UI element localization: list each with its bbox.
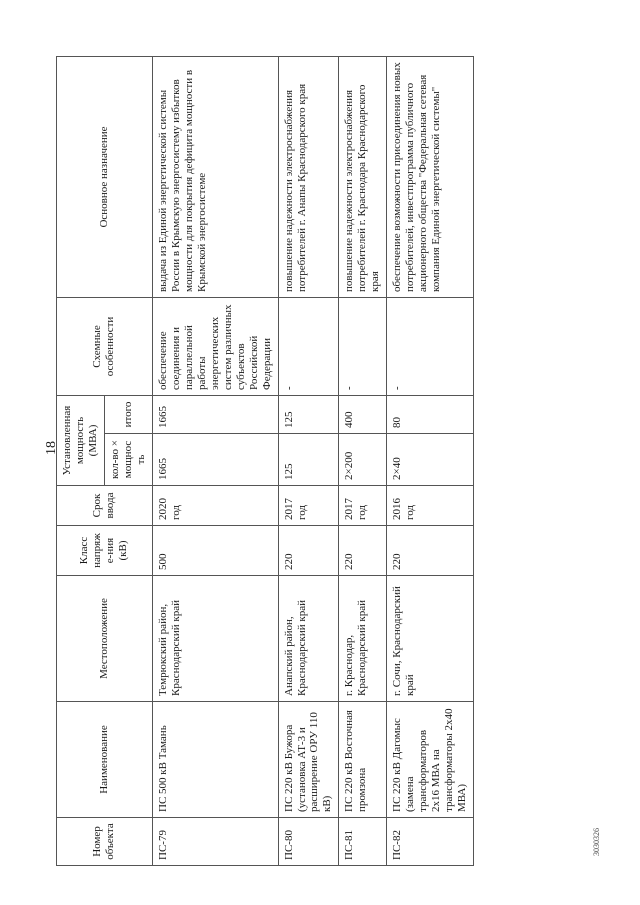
cell-total: 125 [278,395,339,433]
cell-features: обеспечение соединения и параллельной работы энергетических систем различных субъектов Российской Федерации [152,297,278,395]
document-table-container [56,56,566,866]
cell-location: Анапский район, Краснодарский край [278,576,339,702]
table-row [387,57,474,866]
cell-voltage: 500 [152,526,278,576]
substation-table [56,56,474,866]
header-number: Номер объекта [57,818,153,866]
cell-term: 2017 год [278,486,339,526]
cell-total: 80 [387,395,474,433]
cell-name: ПС 220 кВ Дагомыс (замена трансформаторов 2х16 МВА на трансформаторы 2х40 МВА) [387,702,474,818]
cell-number: ПС-81 [339,818,387,866]
cell-qty: 125 [278,434,339,486]
header-name: Наименование [57,702,153,818]
cell-term: 2016 год [387,486,474,526]
cell-qty: 2×200 [339,434,387,486]
cell-term: 2020 год [152,486,278,526]
header-capacity-qty: кол-во × мощность [104,434,152,486]
cell-total: 400 [339,395,387,433]
cell-voltage: 220 [339,526,387,576]
cell-purpose: повышение надежности электроснабжения потребителей г. Анапы Краснодарского края [278,57,339,298]
header-purpose: Основное назначение [57,57,153,298]
cell-purpose: обеспечение возможности присоединения новых потребителей, инвестпрограмма публичного акционерного общества "Федеральная сетевая компания Единой энергетической системы" [387,57,474,298]
cell-features: - [339,297,387,395]
cell-features: - [278,297,339,395]
cell-number: ПС-80 [278,818,339,866]
cell-name: ПС 220 кВ Восточная промзона [339,702,387,818]
cell-qty: 1665 [152,434,278,486]
cell-location: г. Краснодар, Краснодарский край [339,576,387,702]
table-row [278,57,339,866]
document-code: 3030326 [592,828,601,856]
table-row [339,57,387,866]
header-features: Схемные особенности [57,297,153,395]
cell-term: 2017 год [339,486,387,526]
cell-number: ПС-79 [152,818,278,866]
header-voltage-class: Класс напряже-ния (кВ) [57,526,153,576]
cell-voltage: 220 [278,526,339,576]
cell-name: ПС 500 кВ Тамань [152,702,278,818]
page-number: 18 [44,441,59,455]
header-capacity-total: итого [104,395,152,433]
cell-location: Темрюкский район, Краснодарский край [152,576,278,702]
header-term: Срок ввода [57,486,153,526]
cell-purpose: выдача из Единой энергетической системы России в Крымскую энергосистему избытков мощности для покрытия дефицита мощности в Крымской энергосистеме [152,57,278,298]
table-row [152,57,278,866]
cell-qty: 2×40 [387,434,474,486]
cell-purpose: повышение надежности электроснабжения потребителей г. Краснодара Краснодарского края [339,57,387,298]
cell-voltage: 220 [387,526,474,576]
header-capacity-group: Установленная мощность (МВА) [57,395,105,485]
cell-features: - [387,297,474,395]
cell-number: ПС-82 [387,818,474,866]
cell-total: 1665 [152,395,278,433]
cell-name: ПС 220 кВ Бужора (установка АТ-3 и расширение ОРУ 110 кВ) [278,702,339,818]
cell-location: г. Сочи, Краснодарский край [387,576,474,702]
header-location: Местоположение [57,576,153,702]
